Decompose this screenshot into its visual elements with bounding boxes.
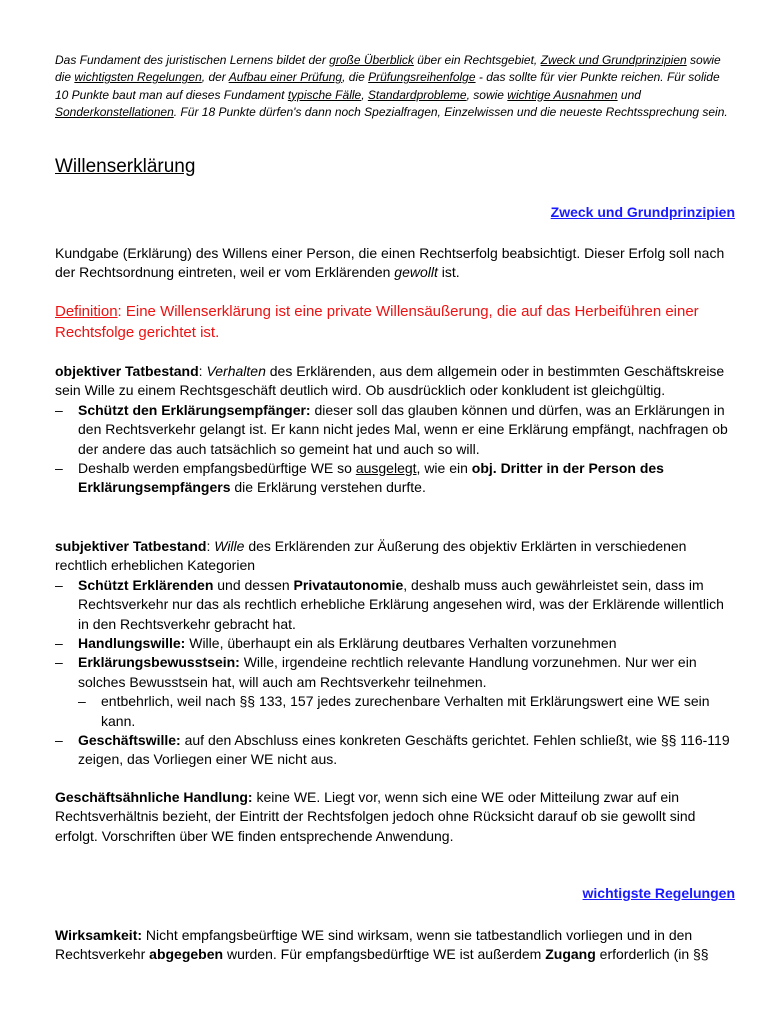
list-item [55, 459, 735, 498]
intro-text: , [361, 87, 368, 102]
list-item-bold: Erklärungsbewusstsein: [78, 654, 240, 671]
list-item [55, 576, 735, 634]
list-item-bold: Privatautonomie [293, 576, 404, 593]
intro-text: über ein Rechtsgebiet, [413, 53, 541, 67]
link-wichtige-ausnahmen[interactable]: wichtige Ausnahmen [507, 87, 618, 102]
list-item [55, 731, 735, 770]
intro-text: - das sollte für vier Punkte reichen. Für solide 10 Punkte baut man auf dieses Fundament [55, 70, 720, 102]
definition-text: : Eine Willenserklärung ist eine private Willensäußerung, die auf das Herbeiführen einer Rechtsfolge gerichtet ist. [55, 303, 699, 341]
subjektiver-text: des Erklärenden zur Äußerung des objektiv Erklärten in verschiedenen rechtlich erheblichen Kategorien [55, 538, 687, 574]
link-sonderkonstellationen[interactable]: Sonderkonstellationen [55, 104, 174, 119]
intro-paragraph [55, 52, 735, 121]
link-pruefungsreihenfolge[interactable]: Prüfungsreihenfolge [368, 70, 476, 85]
wirksamkeit-heading: Wirksamkeit: [55, 927, 143, 943]
list-item-text: Wille, irgendeine rechtlich relevante Handlung vorzunehmen. Nur wer ein solches Bewusstsein hat, will auch am Rechtsverkehr teilnehmen. [78, 654, 697, 690]
dash-bullet: – [55, 635, 63, 652]
zweck-grundprinzipien-link[interactable]: Zweck und Grundprinzipien [550, 204, 735, 220]
kundgabe-text: Kundgabe (Erklärung) des Willens einer Person, die einen Rechtserfolg beabsichtigt. Dieser Erfolg soll nach der Rechtsordnung eintreten, weil er vom Erklärenden [55, 245, 725, 281]
dash-bullet: – [55, 654, 63, 671]
dash-bullet: – [55, 732, 63, 749]
objektiver-tatbestand-section [55, 362, 735, 498]
wirksamkeit-bold: Zugang [545, 946, 596, 963]
geschaeftsaehnliche-text: keine WE. Liegt vor, wenn sich eine WE oder Mitteilung zwar auf ein Rechtsverhältnis bezieht, der Eintritt der Rechtsfolgen jedoch ohne Rücksicht darauf ob sie gewollt sind erfolgt. Vorschriften über WE finden entsprechende Anwendung. [55, 789, 696, 844]
dash-bullet: – [55, 401, 63, 418]
list-item-text: und dessen [213, 576, 294, 593]
dash-bullet: – [55, 576, 63, 593]
dash-bullet: – [55, 460, 63, 477]
objektiver-tatbestand-intro [55, 362, 735, 401]
intro-text: und [617, 87, 641, 102]
wirksamkeit-text: wurden. Für empfangsbedürftige WE ist außerdem [223, 946, 546, 963]
intro-text: sowie die [55, 53, 721, 85]
kundgabe-text: ist. [437, 264, 460, 281]
colon: : [206, 538, 215, 554]
objektiver-tatbestand-heading: objektiver Tatbestand [55, 363, 199, 379]
list-item-text: dieser soll das glauben können und dürfen, was an Erklärungen in den Rechtsverkehr gelangt ist. Er kann nicht jedes Mal, wenn er eine Erklärung empfängt, nachfragen ob der andere das auch tatsächlich so gemeint hat und auch so will. [78, 401, 728, 457]
list-item-text: auf den Abschluss eines konkreten Geschäfts gerichtet. Fehlen schließt, wie §§ 116-119 zeigen, das Vorliegen einer WE nicht aus. [78, 732, 730, 768]
link-grosse-ueberblick[interactable]: große Überblick [329, 53, 414, 67]
subjektiver-tatbestand-heading: subjektiver Tatbestand [55, 538, 207, 554]
list-item-text: entbehrlich, weil nach §§ 133, 157 jedes zurechenbare Verhalten mit Erklärungswert eine WE sein kann. [101, 693, 710, 729]
intro-text: , sowie [466, 87, 508, 102]
list-item-bold: Handlungswille: [78, 635, 186, 652]
wirksamkeit-text: Nicht empfangsbeürftige WE sind wirksam, wenn sie tatbestandlich vorliegen und in den Rechtsverkehr [55, 927, 693, 963]
link-typische-faelle[interactable]: typische Fälle [287, 87, 362, 102]
colon: : [198, 363, 207, 379]
wirksamkeit-paragraph [55, 926, 735, 965]
list-item-text: Deshalb werden empfangsbedürftige WE so [78, 460, 356, 477]
page-title: Willenserklärung [55, 156, 196, 177]
objektiver-text: des Erklärenden, aus dem allgemein oder in bestimmten Geschäftskreise sein Wille zu einem Rechtsgeschäft deutlich wird. Ob ausdrücklich oder konkludent ist gleichgültig. [55, 363, 725, 399]
list-item [55, 634, 735, 653]
subjektiver-tatbestand-intro [55, 537, 735, 576]
wichtigste-regelungen-link[interactable]: wichtigste Regelungen [582, 885, 735, 901]
list-item-bold: Schützt den Erklärungsempfänger: [78, 401, 311, 418]
list-item [55, 653, 735, 692]
list-item-text: die Erklärung verstehen durfte. [230, 479, 426, 496]
subjektiver-tatbestand-section [55, 537, 735, 770]
list-item-text: Wille, überhaupt ein als Erklärung deutbares Verhalten vorzunehmen [185, 635, 617, 652]
list-item-text: , wie ein [416, 460, 472, 477]
definition-label: Definition [55, 303, 118, 320]
subjektiver-emphasis: Wille [214, 538, 245, 554]
link-aufbau-pruefung[interactable]: Aufbau einer Prüfung [228, 70, 343, 85]
geschaeftsaehnliche-handlung-paragraph [55, 788, 735, 846]
list-item [55, 401, 735, 459]
wirksamkeit-text: erforderlich (in §§ [595, 946, 709, 963]
wirksamkeit-bold: abgegeben [149, 946, 224, 963]
kundgabe-paragraph [55, 244, 735, 283]
intro-text: . Für 18 Punkte dürfen's dann noch Spezialfragen, Einzelwissen und die neueste Rechtssprechung sein. [173, 104, 728, 119]
list-item-bold: Schützt Erklärenden [78, 576, 214, 593]
list-item-text: , deshalb muss auch gewährleistet sein, dass im Rechtsverkehr nur das als rechtlich erhebliche Erklärung angesehen wird, was der Erklärende willentlich in den Rechtsverkehr gebracht hat. [78, 576, 724, 632]
objektiver-emphasis: Verhalten [206, 363, 266, 379]
definition-paragraph [55, 302, 735, 343]
list-item-bold: Geschäftswille: [78, 732, 181, 749]
kundgabe-emphasis: gewollt [394, 264, 438, 281]
intro-text: , der [201, 70, 229, 85]
geschaeftsaehnliche-heading: Geschäftsähnliche Handlung: [55, 789, 253, 805]
list-item-bold: obj. Dritter in der Person des Erklärungsempfängers [78, 460, 664, 496]
sub-list-item [55, 692, 735, 731]
dash-bullet: – [78, 693, 86, 710]
intro-text: , die [342, 70, 369, 85]
link-wichtigsten-regelungen[interactable]: wichtigsten Regelungen [74, 70, 202, 85]
ausgelegt-link[interactable]: ausgelegt [355, 460, 417, 477]
intro-text: Das Fundament des juristischen Lernens bildet der [55, 53, 330, 67]
link-standardprobleme[interactable]: Standardprobleme [367, 87, 467, 102]
link-zweck-grundprinzipien[interactable]: Zweck und Grundprinzipien [540, 53, 687, 67]
